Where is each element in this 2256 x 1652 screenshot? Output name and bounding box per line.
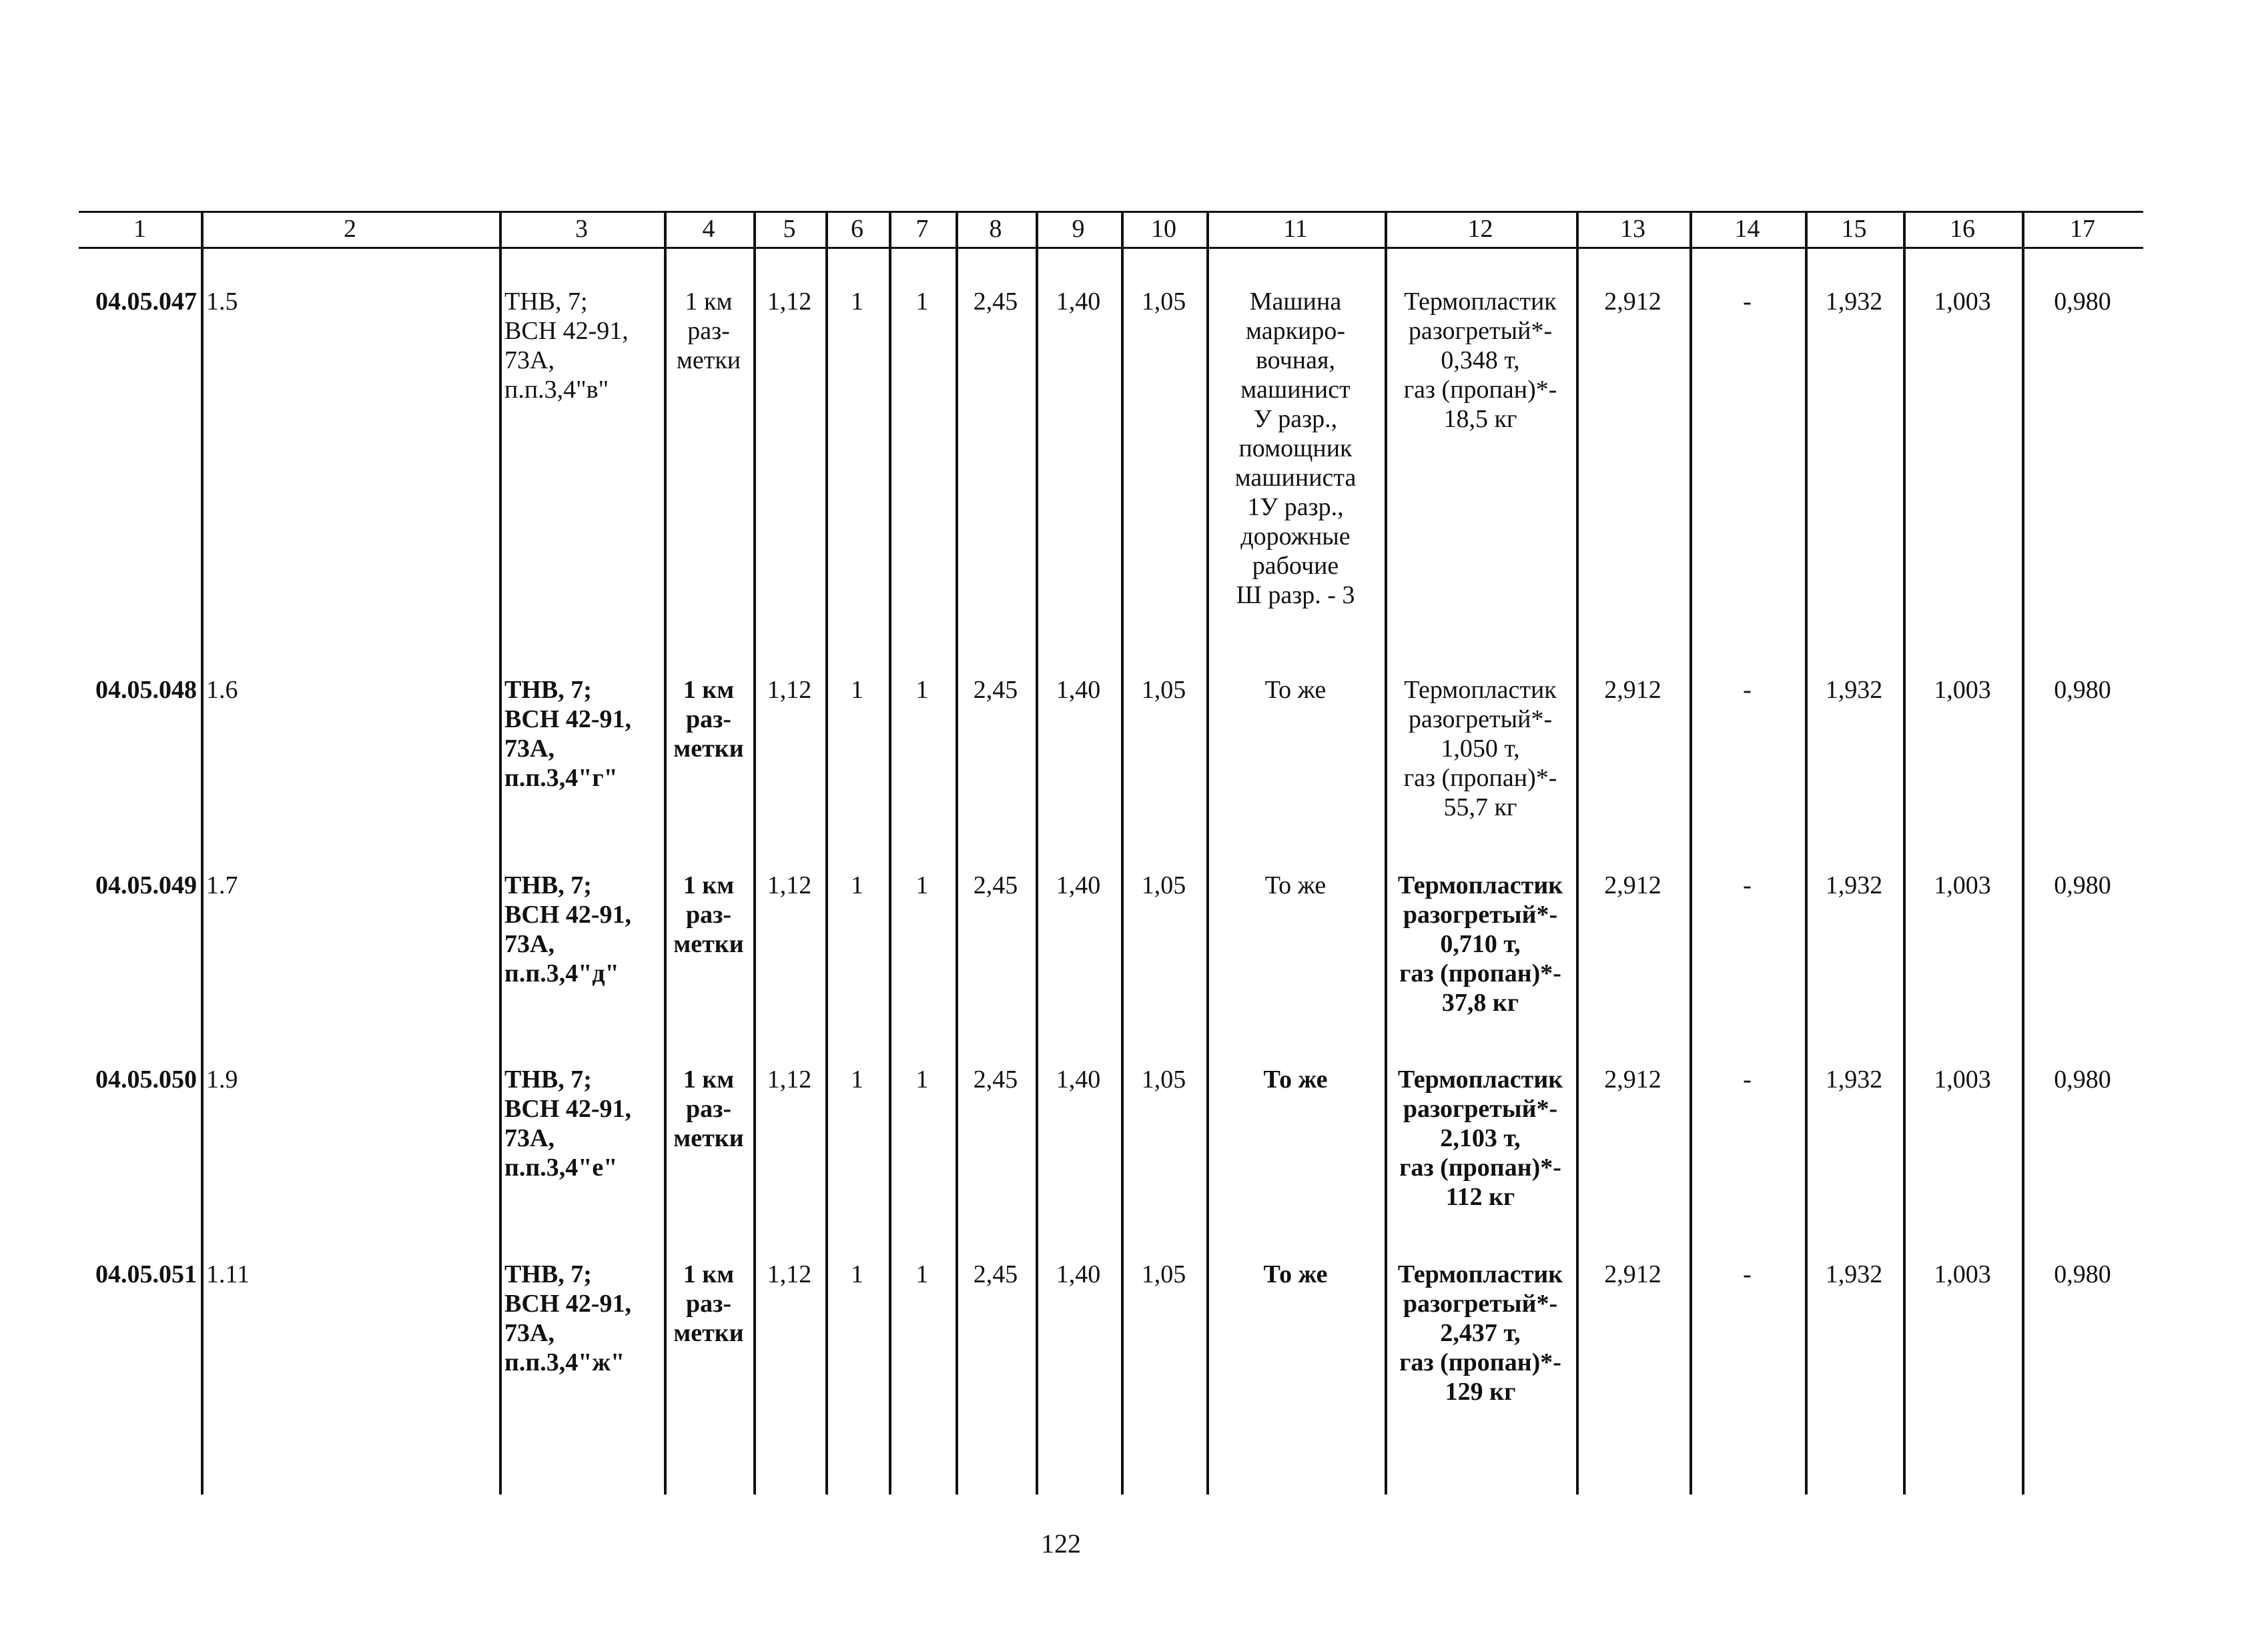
- column-header: 6: [851, 215, 863, 243]
- cell-line: газ (пропан)*-: [1399, 1154, 1561, 1182]
- cell-workers: [1208, 287, 1383, 610]
- column-rule: [499, 211, 502, 1495]
- cell-basis: [504, 287, 659, 404]
- cell-line: дорожные: [1240, 522, 1351, 550]
- column-rule: [201, 211, 204, 1495]
- page-number: 122: [1041, 1529, 1081, 1559]
- cell-unit: [665, 1260, 752, 1348]
- cell-c10: 1,05: [1141, 676, 1186, 704]
- cell-c5: 1,12: [767, 1260, 812, 1288]
- cell-c7: 1: [915, 676, 929, 704]
- cell-c15: 1,932: [1825, 871, 1883, 899]
- cell-c17: 0,980: [2054, 676, 2111, 704]
- column-header: 16: [1950, 215, 1975, 243]
- cell-c6: 1: [851, 1066, 863, 1094]
- cell-line: 1 км: [683, 1260, 735, 1288]
- cell-line: 73A,: [504, 735, 554, 763]
- cell-line: 112 кг: [1445, 1183, 1515, 1211]
- cell-line: 1 км: [683, 1066, 735, 1094]
- cell-line: THB, 7;: [504, 1260, 592, 1288]
- cell-line: BCH 42-91,: [504, 1095, 631, 1123]
- cell-line: То же: [1263, 1260, 1328, 1288]
- cell-line: разогретый*-: [1408, 705, 1553, 733]
- cell-line: п.п.3,4"г": [504, 764, 618, 792]
- cell-line: 18,5 кг: [1443, 405, 1517, 433]
- header-bottom-rule: [79, 247, 2143, 249]
- cell-c13: 2,912: [1604, 1066, 1661, 1094]
- cell-line: Термопластик: [1404, 676, 1557, 704]
- column-header: 15: [1841, 215, 1867, 243]
- cell-c10: 1,05: [1141, 288, 1186, 316]
- column-rule: [956, 211, 958, 1495]
- cell-line: 1 км: [685, 288, 733, 316]
- cell-c6: 1: [851, 871, 863, 899]
- cell-materials: [1386, 1065, 1575, 1212]
- cell-line: метки: [676, 346, 741, 374]
- cell-c13: 2,912: [1604, 676, 1661, 704]
- cell-line: разогретый*-: [1403, 1290, 1558, 1318]
- cell-c14: -: [1743, 676, 1752, 704]
- cell-workers: [1208, 871, 1383, 900]
- cell-item: 1.6: [206, 676, 238, 704]
- cell-c10: 1,05: [1141, 871, 1186, 899]
- cell-line: Машина: [1249, 288, 1342, 316]
- cell-c6: 1: [851, 288, 863, 316]
- cell-line: Ш разр. - 3: [1236, 581, 1355, 609]
- cell-materials: [1386, 675, 1575, 822]
- cell-line: газ (пропан)*-: [1403, 376, 1557, 404]
- cell-line: метки: [673, 1124, 744, 1152]
- column-header: 13: [1620, 215, 1645, 243]
- column-rule: [2022, 211, 2024, 1495]
- column-header: 8: [989, 215, 1002, 243]
- cell-workers: [1208, 675, 1383, 705]
- cell-c14: -: [1743, 288, 1752, 316]
- cell-unit: [665, 287, 752, 375]
- column-rule: [1903, 211, 1906, 1495]
- cell-c13: 2,912: [1604, 1260, 1661, 1288]
- cell-line: У разр.,: [1253, 405, 1338, 433]
- cell-line: п.п.3,4"ж": [504, 1348, 625, 1376]
- cell-materials: [1386, 287, 1575, 434]
- cell-code: 04.05.047: [95, 288, 197, 316]
- cell-c17: 0,980: [2054, 288, 2111, 316]
- cell-basis: [504, 1065, 659, 1182]
- cell-c7: 1: [915, 1066, 929, 1094]
- cell-c9: 1,40: [1056, 676, 1101, 704]
- cell-basis: [504, 675, 659, 793]
- cell-line: п.п.3,4"е": [504, 1154, 618, 1182]
- cell-c15: 1,932: [1825, 288, 1883, 316]
- cell-line: помощник: [1238, 434, 1353, 462]
- cell-line: Термопластик: [1397, 871, 1563, 899]
- cell-line: 73A,: [504, 930, 554, 958]
- cell-c9: 1,40: [1056, 288, 1101, 316]
- column-header: 7: [915, 215, 929, 243]
- cell-line: машинист: [1240, 376, 1351, 404]
- cell-line: 2,103 т,: [1440, 1124, 1521, 1152]
- cell-line: метки: [673, 930, 744, 958]
- cell-c10: 1,05: [1141, 1260, 1186, 1288]
- cell-line: раз-: [685, 705, 732, 733]
- cell-line: 1 км: [683, 676, 735, 704]
- cell-c8: 2,45: [973, 871, 1018, 899]
- cell-c8: 2,45: [973, 676, 1018, 704]
- cell-code: 04.05.050: [95, 1066, 197, 1094]
- cell-line: раз-: [685, 1290, 732, 1318]
- cell-materials: [1386, 871, 1575, 1017]
- cell-line: 37,8 кг: [1441, 989, 1519, 1017]
- cell-line: BCH 42-91,: [504, 317, 629, 345]
- cell-line: раз-: [685, 901, 732, 929]
- cell-line: THB, 7;: [504, 288, 588, 316]
- cell-line: рабочие: [1252, 552, 1339, 580]
- column-header: 9: [1072, 215, 1085, 243]
- cell-line: вочная,: [1256, 346, 1335, 374]
- cell-line: 1У разр.,: [1247, 493, 1344, 521]
- cell-c9: 1,40: [1056, 1066, 1101, 1094]
- cell-line: раз-: [687, 317, 730, 345]
- cell-line: THB, 7;: [504, 1066, 592, 1094]
- cell-line: 55,7 кг: [1443, 793, 1517, 821]
- cell-basis: [504, 871, 659, 988]
- column-header: 4: [702, 215, 715, 243]
- cell-line: п.п.3,4"в": [504, 376, 609, 404]
- column-header: 17: [2070, 215, 2095, 243]
- cell-code: 04.05.049: [95, 871, 197, 899]
- cell-line: 1 км: [683, 871, 735, 899]
- cell-line: 73A,: [504, 1124, 554, 1152]
- cell-line: Термопластик: [1397, 1066, 1563, 1094]
- cell-c16: 1,003: [1934, 288, 1991, 316]
- cell-unit: [665, 1065, 752, 1153]
- column-rule: [825, 211, 828, 1495]
- cell-c5: 1,12: [767, 676, 812, 704]
- cell-line: 1,050 т,: [1441, 735, 1520, 763]
- cell-c7: 1: [915, 288, 929, 316]
- cell-line: 129 кг: [1445, 1378, 1516, 1406]
- cell-line: машиниста: [1234, 464, 1357, 492]
- cell-c10: 1,05: [1141, 1066, 1186, 1094]
- cell-code: 04.05.048: [95, 676, 197, 704]
- cell-line: 73A,: [504, 346, 554, 374]
- cell-c6: 1: [851, 1260, 863, 1288]
- cell-c5: 1,12: [767, 288, 812, 316]
- cell-c9: 1,40: [1056, 1260, 1101, 1288]
- column-header: 14: [1734, 215, 1760, 243]
- cell-line: 0,348 т,: [1441, 346, 1520, 374]
- cell-line: Термопластик: [1397, 1260, 1563, 1288]
- column-header: 10: [1151, 215, 1176, 243]
- cell-c17: 0,980: [2054, 1066, 2111, 1094]
- cell-c6: 1: [851, 676, 863, 704]
- cell-c16: 1,003: [1934, 871, 1991, 899]
- column-rule: [1576, 211, 1579, 1495]
- cell-c17: 0,980: [2054, 871, 2111, 899]
- column-rule: [1689, 211, 1692, 1495]
- cell-line: BCH 42-91,: [504, 705, 631, 733]
- cell-c16: 1,003: [1934, 676, 1991, 704]
- cell-line: Термопластик: [1404, 288, 1557, 316]
- cell-c15: 1,932: [1825, 1260, 1883, 1288]
- cell-item: 1.9: [206, 1066, 238, 1094]
- cell-line: То же: [1263, 1066, 1328, 1094]
- cell-c9: 1,40: [1056, 871, 1101, 899]
- cell-c14: -: [1743, 871, 1752, 899]
- cell-c16: 1,003: [1934, 1260, 1991, 1288]
- cell-c15: 1,932: [1825, 676, 1883, 704]
- cell-materials: [1386, 1260, 1575, 1406]
- cell-line: THB, 7;: [504, 676, 592, 704]
- cell-line: То же: [1264, 676, 1327, 704]
- column-header: 3: [575, 215, 588, 243]
- cell-line: метки: [673, 735, 744, 763]
- cell-line: маркиро-: [1245, 317, 1346, 345]
- cell-line: 2,437 т,: [1440, 1319, 1521, 1347]
- cell-line: THB, 7;: [504, 871, 592, 899]
- cell-c13: 2,912: [1604, 288, 1661, 316]
- cell-basis: [504, 1260, 659, 1377]
- cell-workers: [1208, 1065, 1383, 1094]
- cell-line: газ (пропан)*-: [1403, 764, 1557, 792]
- cell-c7: 1: [915, 1260, 929, 1288]
- column-rule: [889, 211, 891, 1495]
- cell-line: п.п.3,4"д": [504, 959, 619, 987]
- cell-c16: 1,003: [1934, 1066, 1991, 1094]
- column-rule: [1036, 211, 1038, 1495]
- cell-item: 1.5: [206, 288, 238, 316]
- cell-line: 0,710 т,: [1440, 930, 1521, 958]
- cell-line: 73A,: [504, 1319, 554, 1347]
- cell-code: 04.05.051: [95, 1260, 197, 1288]
- cell-c13: 2,912: [1604, 871, 1661, 899]
- cell-c8: 2,45: [973, 1066, 1018, 1094]
- column-header: 2: [344, 215, 356, 243]
- column-rule: [1121, 211, 1124, 1495]
- cell-c7: 1: [915, 871, 929, 899]
- cell-line: То же: [1264, 871, 1327, 899]
- column-rule: [1805, 211, 1808, 1495]
- cell-c8: 2,45: [973, 288, 1018, 316]
- cell-c14: -: [1743, 1260, 1752, 1288]
- cell-line: разогретый*-: [1403, 1095, 1558, 1123]
- cell-unit: [665, 871, 752, 959]
- column-header: 1: [133, 215, 146, 243]
- column-header: 5: [783, 215, 796, 243]
- cell-line: разогретый*-: [1408, 317, 1553, 345]
- cell-line: газ (пропан)*-: [1399, 959, 1561, 987]
- cell-line: раз-: [685, 1095, 732, 1123]
- cell-c14: -: [1743, 1066, 1752, 1094]
- column-rule: [753, 211, 756, 1495]
- cell-line: метки: [673, 1319, 744, 1347]
- cell-workers: [1208, 1260, 1383, 1289]
- cell-line: BCH 42-91,: [504, 1290, 631, 1318]
- cell-line: газ (пропан)*-: [1399, 1348, 1561, 1376]
- cell-c5: 1,12: [767, 1066, 812, 1094]
- cell-c8: 2,45: [973, 1260, 1018, 1288]
- cell-c15: 1,932: [1825, 1066, 1883, 1094]
- column-header: 11: [1283, 215, 1308, 243]
- cell-unit: [665, 675, 752, 763]
- cell-c17: 0,980: [2054, 1260, 2111, 1288]
- cell-item: 1.11: [206, 1260, 250, 1288]
- cell-item: 1.7: [206, 871, 238, 899]
- cell-line: разогретый*-: [1403, 901, 1558, 929]
- column-header: 12: [1467, 215, 1493, 243]
- cell-line: BCH 42-91,: [504, 901, 631, 929]
- cell-c5: 1,12: [767, 871, 812, 899]
